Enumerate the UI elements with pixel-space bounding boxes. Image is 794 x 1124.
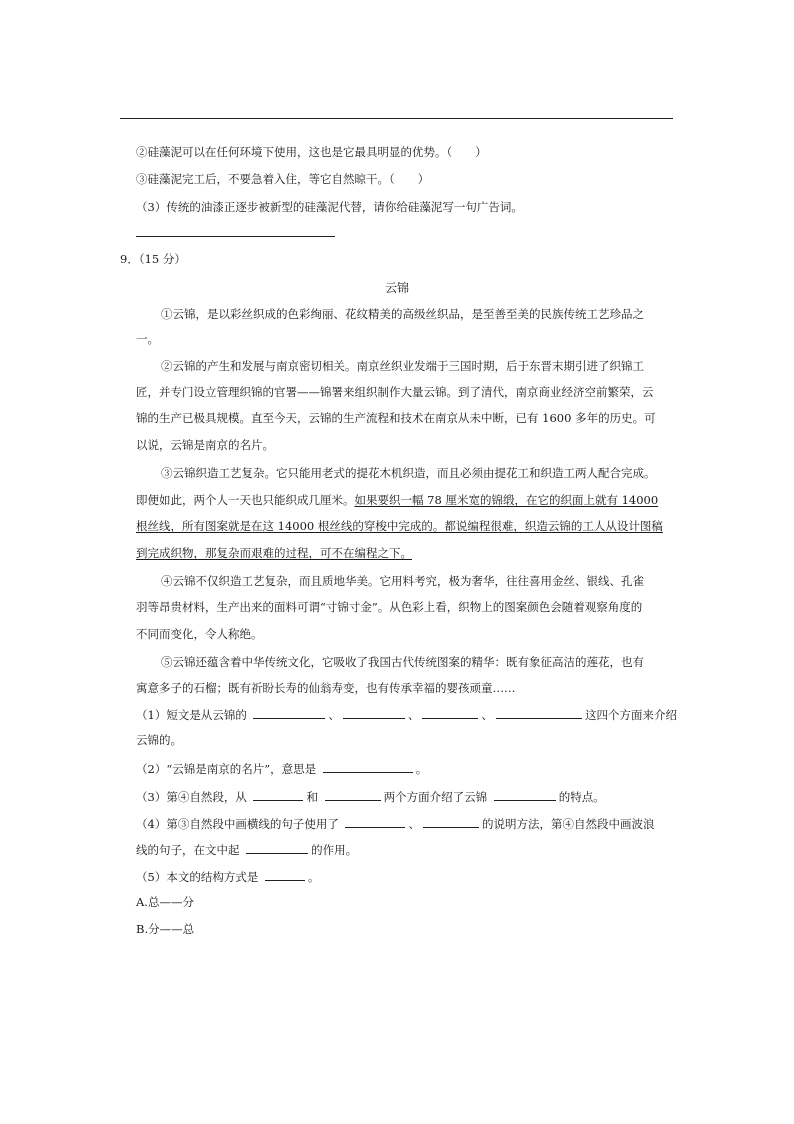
question-9-header: 9．（15 分） bbox=[120, 252, 186, 266]
prev-item-3: ③硅藻泥完工后，不要急着入住，等它自然晾干。（ ） bbox=[136, 172, 430, 186]
separator: 、 bbox=[407, 708, 420, 722]
answer-blank-1d[interactable] bbox=[496, 706, 582, 719]
subq4-cont-prefix: 线的句子，在文中起 bbox=[136, 843, 240, 857]
para-3-line-2-plain: 即便如此，两个人一天也只能织成几厘米。 bbox=[136, 493, 355, 507]
para-3-underlined-line-4: 到完成织物，那复杂而艰难的过程，可不在编程之下。 bbox=[136, 546, 412, 560]
answer-blank-1a[interactable] bbox=[253, 706, 325, 719]
para-3-underlined-start: 如果要织一幅 78 厘米宽的锦缎，在它的织面上就有 14000 bbox=[354, 493, 659, 507]
answer-blank-2[interactable] bbox=[323, 760, 413, 773]
subq3-mid: 两个方面介绍了云锦 bbox=[383, 790, 488, 804]
para-2-line-3: 锦的生产已极具规模。直至今天，云锦的生产流程和技术在南京从未中断，已有 1600 多年的历史。可 bbox=[136, 411, 656, 425]
subq4-mid: 的说明方法，第④自然段中画波浪 bbox=[481, 817, 655, 831]
subq4-prefix: （4）第③自然段中画横线的句子使用了 bbox=[136, 817, 339, 831]
para-2-line-2: 匠，并专门设立管理织锦的官署——锦署来组织制作大量云锦。到了清代，南京商业经济空前繁荣，云 bbox=[136, 385, 654, 399]
passage-title: 云锦 bbox=[384, 281, 409, 295]
para-3-line-2 bbox=[136, 492, 658, 508]
para-5-line-1: ⑤云锦还蕴含着中华传统文化，它吸收了我国古代传统图案的精华：既有象征高洁的莲花，也有 bbox=[161, 655, 644, 669]
subq4-suffix: 的作用。 bbox=[311, 843, 358, 857]
para-1-line-1: ①云锦，是以彩丝织成的色彩绚丽、花纹精美的高级丝织品，是至善至美的民族传统工艺珍品之 bbox=[161, 307, 644, 321]
top-rule bbox=[120, 118, 673, 119]
subq5-prefix: （5）本文的结构方式是 bbox=[136, 870, 259, 884]
prev-question-3: （3）传统的油漆正逐步被新型的硅藻泥代替，请你给硅藻泥写一句广告词。 bbox=[136, 200, 523, 214]
subquestion-2 bbox=[136, 760, 427, 777]
separator: 、 bbox=[328, 708, 340, 722]
answer-blank-5[interactable] bbox=[265, 868, 305, 881]
answer-blank-ad-slogan bbox=[136, 236, 335, 237]
separator: 、 bbox=[481, 708, 493, 722]
option-b[interactable]: B.分——总 bbox=[136, 922, 195, 936]
para-4-line-1: ④云锦不仅织造工艺复杂，而且质地华美。它用料考究，极为奢华，往往喜用金丝、银线、孔雀 bbox=[161, 574, 644, 588]
subq3-and: 和 bbox=[306, 790, 318, 804]
answer-blank-3b[interactable] bbox=[325, 788, 381, 801]
answer-blank-4c[interactable] bbox=[246, 841, 308, 854]
subquestion-1 bbox=[136, 706, 677, 723]
subquestion-4 bbox=[136, 815, 654, 832]
subquestion-5 bbox=[136, 868, 319, 885]
separator: 、 bbox=[408, 817, 420, 831]
para-5-line-2: 寓意多子的石榴；既有祈盼长寿的仙翁寿变，也有传承幸福的婴孩顽童…… bbox=[136, 681, 516, 695]
para-4-line-2: 羽等昂贵材料，生产出来的面料可谓“寸锦寸金”。从色彩上看，织物上的图案颜色会随着观察角度的 bbox=[136, 600, 643, 614]
para-3-line-1: ③云锦织造工艺复杂。它只能用老式的提花木机织造，而且必须由提花工和织造工两人配合完成。 bbox=[161, 466, 656, 480]
subq2-suffix: 。 bbox=[415, 762, 428, 776]
subq1-suffix: 这四个方面来介绍 bbox=[584, 708, 677, 722]
answer-blank-1b[interactable] bbox=[343, 706, 405, 719]
answer-blank-4b[interactable] bbox=[423, 815, 479, 828]
answer-blank-1c[interactable] bbox=[422, 706, 478, 719]
prev-item-2: ②硅藻泥可以在任何环境下使用，这也是它最具明显的优势。（ ） bbox=[136, 145, 487, 159]
subquestion-1-cont: 云锦的。 bbox=[136, 733, 182, 747]
subq5-suffix: 。 bbox=[307, 870, 320, 884]
subq3-suffix: 的特点。 bbox=[558, 790, 605, 804]
subq2-prefix: （2）“云锦是南京的名片”，意思是 bbox=[136, 762, 317, 776]
para-2-line-4: 以说，云锦是南京的名片。 bbox=[136, 438, 274, 452]
para-3-underlined-line-3: 根丝线，所有图案就是在这 14000 根丝线的穿梭中完成的。都说编程很难，织造云锦的工人从设计图稿 bbox=[136, 519, 663, 533]
subq1-prefix: （1）短文是从云锦的 bbox=[136, 708, 247, 722]
subquestion-4-cont bbox=[136, 841, 357, 858]
answer-blank-3c[interactable] bbox=[494, 788, 556, 801]
answer-blank-4a[interactable] bbox=[345, 815, 405, 828]
option-a[interactable]: A.总——分 bbox=[136, 895, 194, 909]
para-4-line-3: 不同而变化，令人称绝。 bbox=[136, 627, 263, 641]
para-2-line-1: ②云锦的产生和发展与南京密切相关。南京丝织业发端于三国时期，后于东晋末期引进了织锦工 bbox=[161, 359, 644, 373]
subquestion-3 bbox=[136, 788, 605, 805]
para-1-line-2: 一。 bbox=[136, 332, 159, 346]
subq3-prefix: （3）第④自然段，从 bbox=[136, 790, 247, 804]
answer-blank-3a[interactable] bbox=[253, 788, 303, 801]
